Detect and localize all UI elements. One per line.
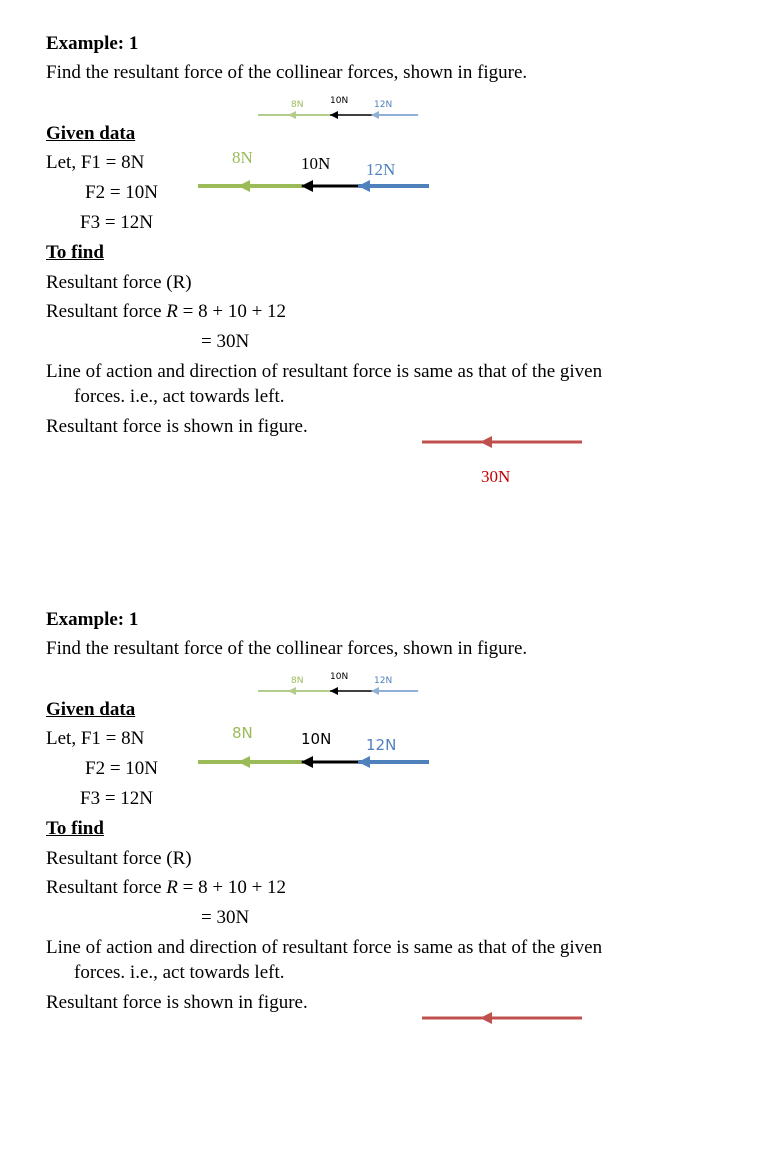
small-force-figure [258, 672, 420, 698]
shown-text: Resultant force is shown in figure. [46, 992, 308, 1013]
conclusion-line-1: Line of action and direction of resultant force is same as that of the given [46, 361, 603, 382]
label-f3: 12N [366, 160, 396, 179]
large-force-figure [198, 146, 430, 194]
equation-variable: R [166, 877, 178, 898]
small-f1-arrowhead [288, 111, 296, 119]
equation-rhs: = 8 + 10 + 12 [177, 301, 287, 322]
f1-arrowhead [238, 180, 250, 192]
small-label-f1: 8N [291, 676, 304, 686]
small-f1-arrowhead [288, 687, 296, 695]
small-label-f1: 8N [291, 100, 304, 110]
find-heading: To find [46, 818, 104, 839]
equation-prefix: Resultant force [46, 301, 167, 322]
conclusion-line-2: forces. i.e., act towards left. [74, 962, 285, 983]
given-f3: F3 = 12N [80, 212, 154, 233]
equation-line [46, 877, 286, 899]
equation-result: = 30N [201, 331, 250, 352]
find-text: Resultant force (R) [46, 848, 192, 869]
equation-variable: R [166, 301, 178, 322]
equation-line [46, 301, 286, 323]
given-f2: F2 = 10N [85, 182, 159, 203]
label-f3: 12N [366, 736, 397, 754]
resultant-figure [422, 432, 584, 490]
label-f1: 8N [232, 148, 253, 167]
small-f2-arrowhead [330, 687, 338, 695]
label-f2: 10N [301, 730, 332, 748]
find-heading: To find [46, 242, 104, 263]
given-f1: Let, F1 = 8N [46, 728, 145, 749]
f1-arrowhead [238, 756, 250, 768]
given-f1: Let, F1 = 8N [46, 152, 145, 173]
f3-arrowhead [358, 756, 370, 768]
given-f2: F2 = 10N [85, 758, 159, 779]
example-block [0, 576, 768, 1152]
small-label-f2: 10N [330, 96, 349, 106]
conclusion-line-2: forces. i.e., act towards left. [74, 386, 285, 407]
small-label-f2: 10N [330, 672, 349, 682]
label-f2: 10N [301, 154, 331, 173]
given-f3: F3 = 12N [80, 788, 154, 809]
small-f3-arrowhead [371, 111, 379, 119]
resultant-diagram [422, 432, 584, 452]
f2-arrowhead [301, 756, 313, 768]
question-text: Find the resultant force of the collinear forces, shown in figure. [46, 62, 528, 83]
shown-text: Resultant force is shown in figure. [46, 416, 308, 437]
f3-arrowhead [358, 180, 370, 192]
resultant-arrowhead [480, 436, 492, 448]
small-force-figure [258, 96, 420, 122]
given-heading: Given data [46, 123, 136, 144]
small-label-f3: 12N [374, 100, 393, 110]
conclusion-line-1: Line of action and direction of resultant force is same as that of the given [46, 937, 603, 958]
equation-result: = 30N [201, 907, 250, 928]
example-heading: Example: 1 [46, 609, 139, 630]
small-f2-arrowhead [330, 111, 338, 119]
find-text: Resultant force (R) [46, 272, 192, 293]
small-f3-arrowhead [371, 687, 379, 695]
small-label-f3: 12N [374, 676, 393, 686]
equation-prefix: Resultant force [46, 877, 167, 898]
resultant-diagram [422, 1008, 584, 1024]
large-force-figure [198, 722, 430, 770]
example-heading: Example: 1 [46, 33, 139, 54]
question-text: Find the resultant force of the collinear forces, shown in figure. [46, 638, 528, 659]
resultant-label: 30N [481, 467, 511, 486]
label-f1: 8N [232, 724, 253, 742]
f2-arrowhead [301, 180, 313, 192]
resultant-arrowhead [480, 1012, 492, 1024]
given-heading: Given data [46, 699, 136, 720]
equation-rhs: = 8 + 10 + 12 [177, 877, 287, 898]
resultant-figure [422, 1008, 584, 1024]
